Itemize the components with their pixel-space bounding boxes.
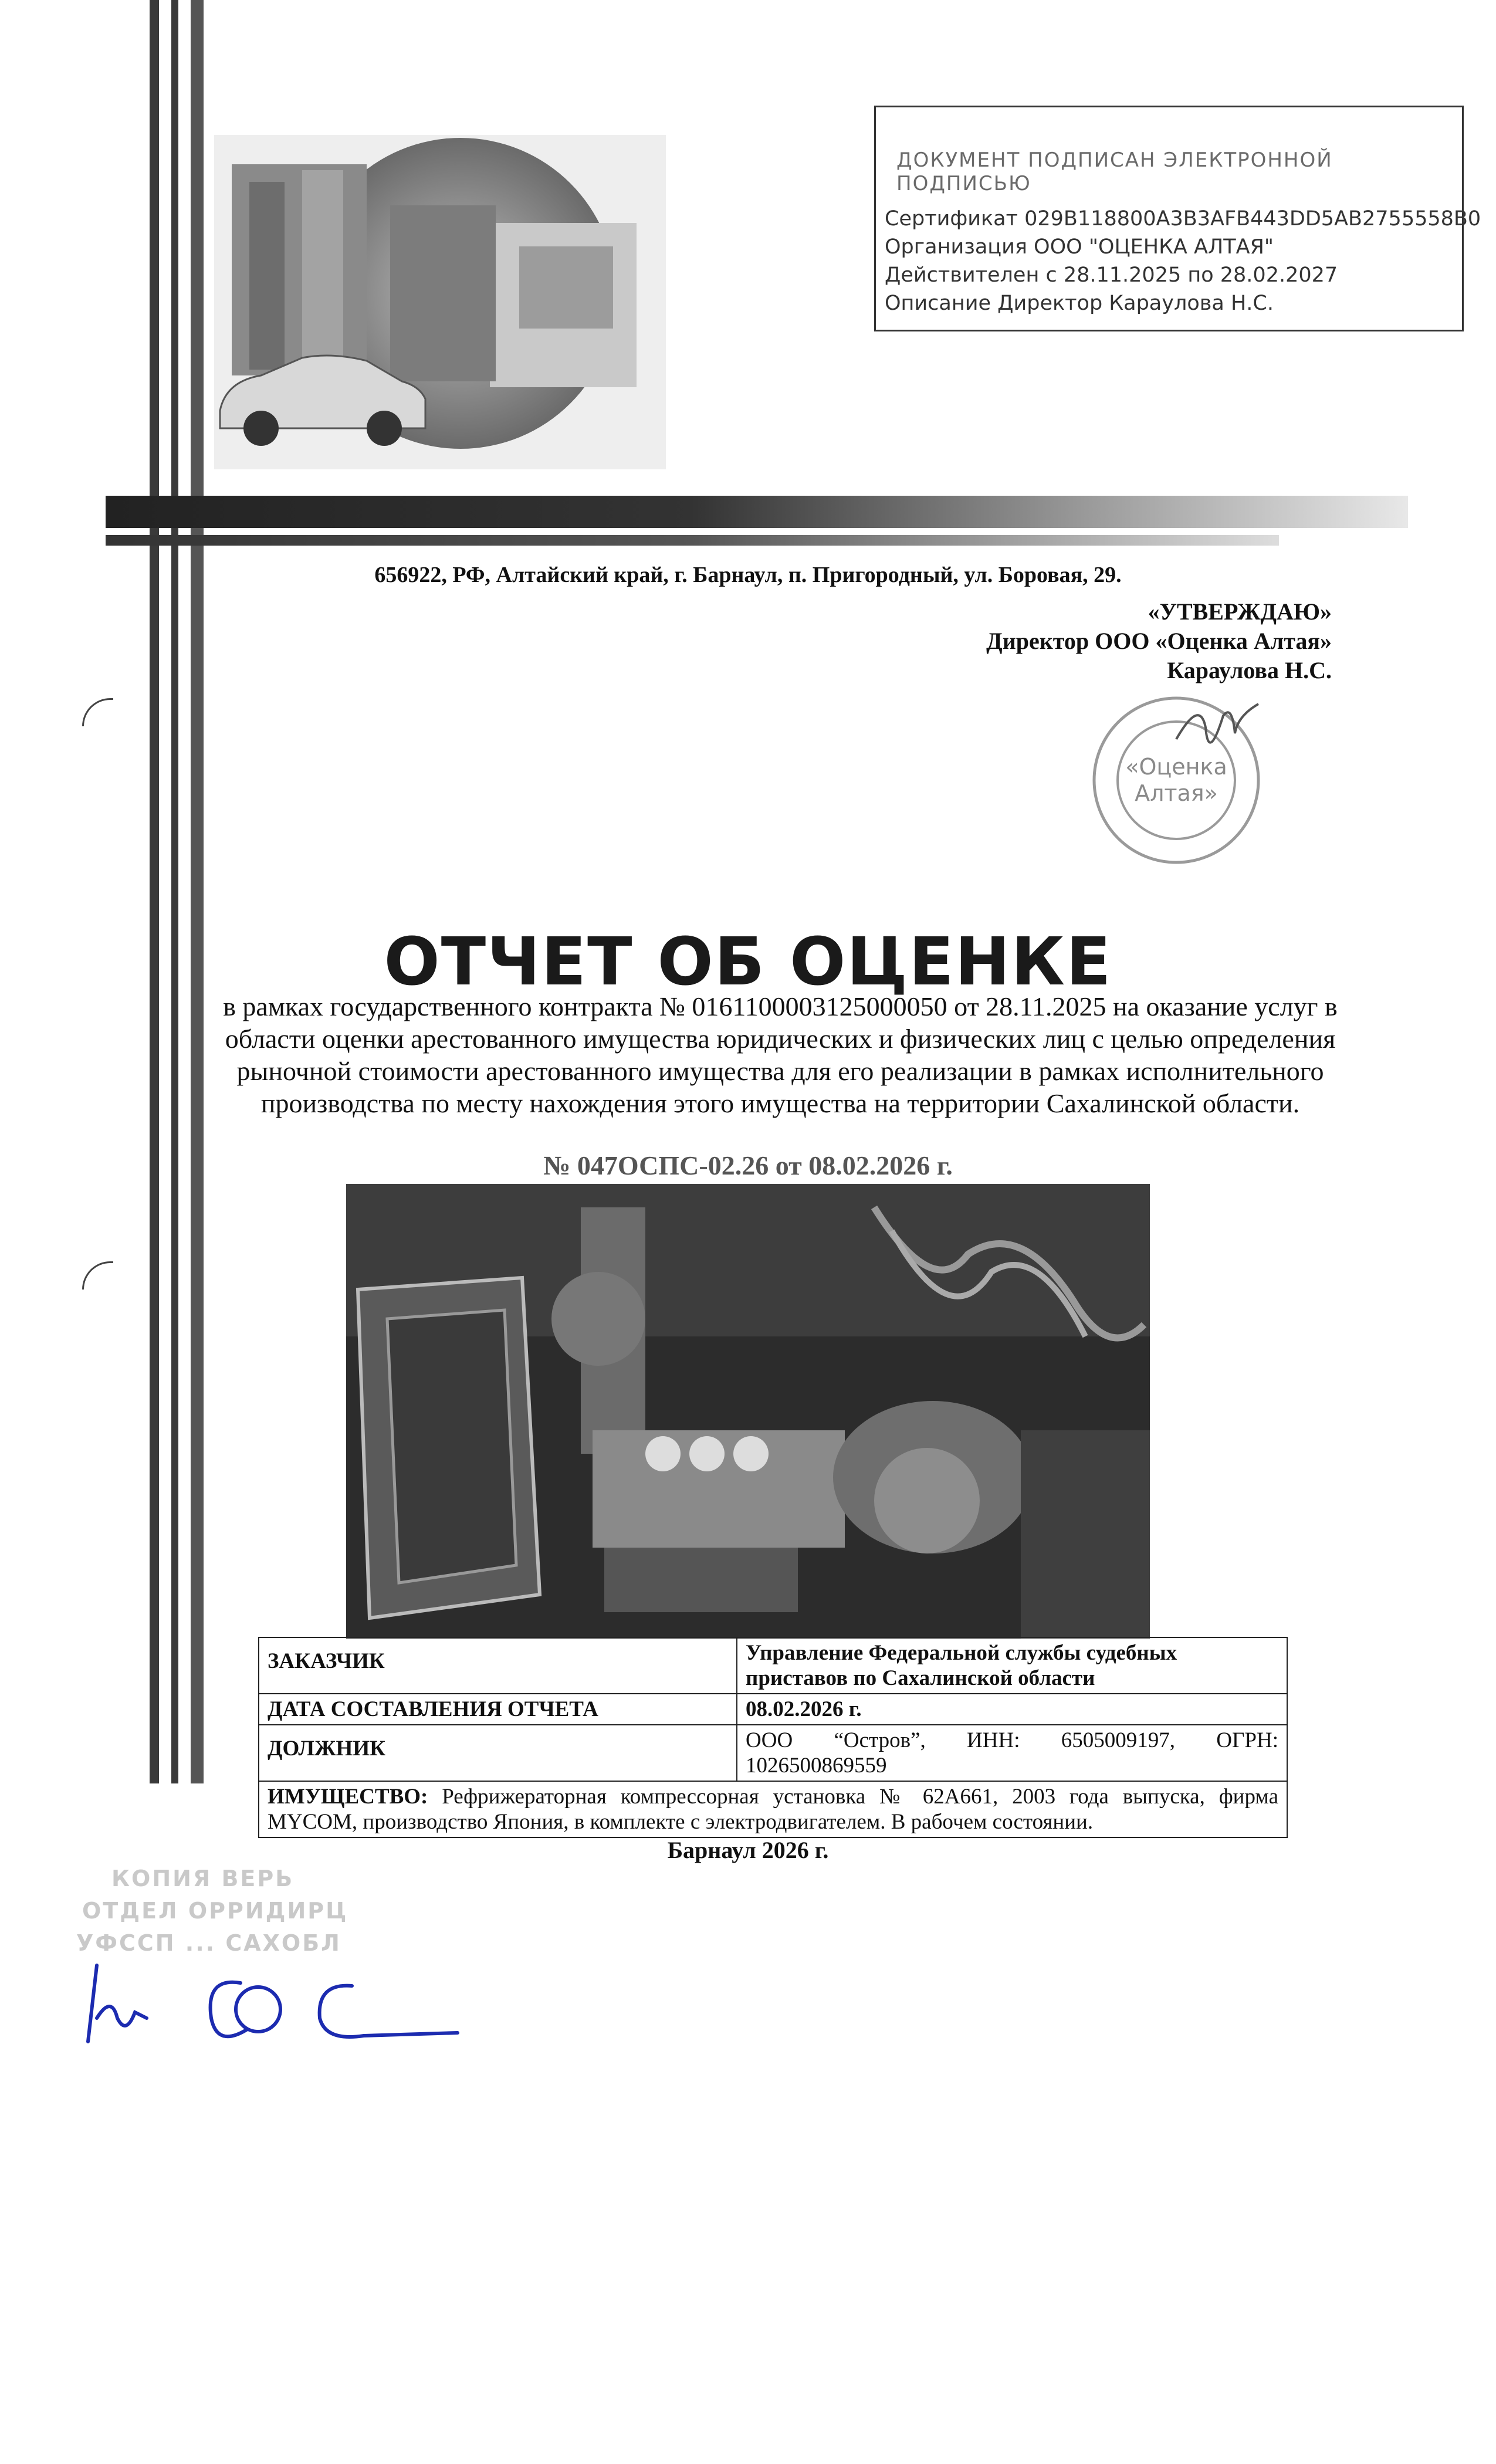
signature-heading: ДОКУМЕНТ ПОДПИСАН ЭЛЕКТРОННОЙ ПОДПИСЬЮ <box>896 148 1333 195</box>
debtor-value: ООО “Остров”, ИНН: 6505009197, ОГРН: 1026500869559 <box>737 1725 1287 1781</box>
table-row <box>259 1725 1287 1781</box>
decor-bar <box>191 0 204 1783</box>
property-value: Рефрижераторная компрессорная установка № 62А661, 2003 года выпуска, фирма MYCOM, производство Япония, в комплекте с электродвигателем. В рабочем состоянии. <box>268 1785 1279 1834</box>
signature-validity: Действителен с 28.11.2025 по 28.02.2027 <box>885 263 1338 287</box>
approval-block <box>986 597 1332 685</box>
handwritten-signature <box>70 1954 469 2059</box>
report-info-table <box>258 1637 1288 1838</box>
debtor-label: ДОЛЖНИК <box>259 1725 737 1781</box>
customer-label: ЗАКАЗЧИК <box>259 1637 737 1694</box>
punch-hole-mark <box>82 698 113 726</box>
report-subtitle: в рамках государственного контракта № 0161100003125000050 от 28.11.2025 на оказание услуг в области оценки арестованного имущества юридических и физических лиц с целью определения рыночной стоимости арестованного имущества для его реализации в рамках исполнительного производства по месту нахождения этого имущества на территории Сахалинской области. <box>223 991 1338 1118</box>
approval-line-3: Караулова Н.С. <box>1167 657 1332 683</box>
table-row <box>259 1781 1287 1837</box>
report-title: ОТЧЕТ ОБ ОЦЕНКЕ <box>384 924 1112 1000</box>
date-value: 08.02.2026 г. <box>737 1694 1287 1725</box>
company-stamp <box>1088 692 1264 868</box>
electronic-signature-box <box>874 106 1481 331</box>
stamp-center-line-2: Алтая» <box>1135 780 1218 806</box>
company-address: 656922, РФ, Алтайский край, г. Барнаул, п. Пригородный, ул. Боровая, 29. <box>374 563 1122 587</box>
equipment-photo <box>346 1184 1150 1639</box>
approval-line-1: «УТВЕРЖДАЮ» <box>1148 598 1332 625</box>
table-row <box>259 1637 1287 1694</box>
property-label: ИМУЩЕСТВО: <box>268 1785 428 1809</box>
copy-stamp-line-3: УФССП ... САХОБЛ <box>76 1930 341 1956</box>
header-band-thin <box>106 535 1279 546</box>
signature-description: Описание Директор Караулова Н.С. <box>885 292 1274 315</box>
header-logo-collage <box>214 135 666 469</box>
property-cell <box>259 1781 1287 1837</box>
copy-stamp-line-1: КОПИЯ ВЕРЬ <box>111 1866 295 1891</box>
copy-verified-stamp <box>76 1863 348 1959</box>
signature-organization: Организация ООО "ОЦЕНКА АЛТАЯ" <box>885 235 1274 259</box>
table-row <box>259 1694 1287 1725</box>
decor-bar <box>171 0 178 1783</box>
report-footer: Барнаул 2026 г. <box>667 1837 829 1863</box>
date-label: ДАТА СОСТАВЛЕНИЯ ОТЧЕТА <box>259 1694 737 1725</box>
stamp-center-line-1: «Оценка <box>1125 754 1227 780</box>
copy-stamp-line-2: ОТДЕЛ ОРРИДИРЦ <box>82 1898 348 1924</box>
decor-bar <box>150 0 159 1783</box>
customer-value: Управление Федеральной службы судебных приставов по Сахалинской области <box>737 1637 1287 1694</box>
header-band <box>106 496 1408 528</box>
punch-hole-mark <box>82 1261 113 1289</box>
approval-line-2: Директор ООО «Оценка Алтая» <box>986 628 1332 654</box>
signature-certificate: Сертификат 029B118800A3B3AFB443DD5AB2755558B0 <box>885 207 1481 231</box>
report-number: № 047ОСПС-02.26 от 08.02.2026 г. <box>543 1150 953 1180</box>
